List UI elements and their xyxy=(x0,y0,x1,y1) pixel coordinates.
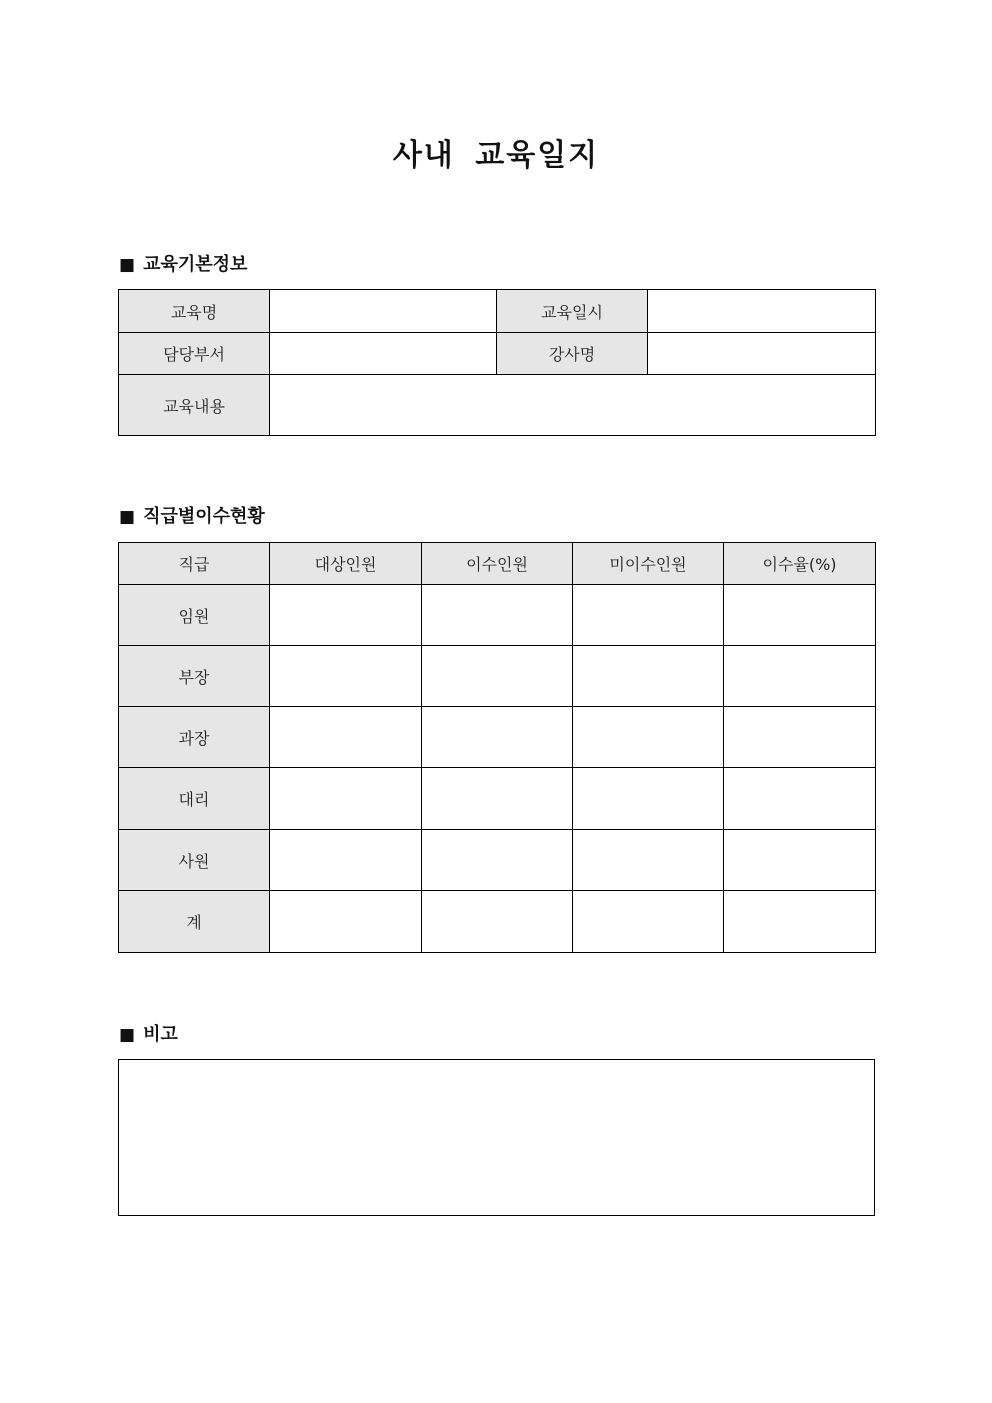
table-row xyxy=(119,707,876,768)
table-row xyxy=(119,375,876,436)
completion-status-table xyxy=(118,542,876,953)
table-row xyxy=(119,891,876,953)
rank-label-total: 계 xyxy=(119,891,270,953)
completion-rate-cell[interactable] xyxy=(724,707,876,768)
completion-rate-cell[interactable] xyxy=(724,585,876,646)
rank-label-executive: 임원 xyxy=(119,585,270,646)
column-header-rank: 직급 xyxy=(119,543,270,585)
document-title: 사내 교육일지 xyxy=(392,138,600,173)
completed-count-cell[interactable] xyxy=(422,830,573,891)
square-bullet-icon: ■ xyxy=(119,507,136,527)
completion-rate-cell[interactable] xyxy=(724,830,876,891)
completion-rate-cell[interactable] xyxy=(724,768,876,830)
target-count-cell[interactable] xyxy=(270,585,422,646)
completion-status-heading-text: 직급별이수현황 xyxy=(143,506,265,527)
remarks-heading xyxy=(119,1023,178,1047)
basic-info-heading-text: 교육기본정보 xyxy=(143,254,248,275)
not-completed-count-cell[interactable] xyxy=(573,707,724,768)
basic-info-heading xyxy=(119,253,247,277)
completion-rate-cell[interactable] xyxy=(724,891,876,953)
course-content-label: 교육내용 xyxy=(119,375,270,436)
not-completed-count-cell[interactable] xyxy=(573,585,724,646)
table-row xyxy=(119,585,876,646)
completion-rate-cell[interactable] xyxy=(724,646,876,707)
remarks-field[interactable] xyxy=(118,1059,875,1216)
department-label: 담당부서 xyxy=(119,333,270,375)
not-completed-count-cell[interactable] xyxy=(573,646,724,707)
completed-count-cell[interactable] xyxy=(422,585,573,646)
table-row xyxy=(119,333,876,375)
instructor-field[interactable] xyxy=(648,333,876,375)
table-header-row xyxy=(119,543,876,585)
rank-label-general-manager: 부장 xyxy=(119,646,270,707)
rank-label-staff: 사원 xyxy=(119,830,270,891)
target-count-cell[interactable] xyxy=(270,646,422,707)
table-row xyxy=(119,290,876,333)
remarks-heading-text: 비고 xyxy=(143,1024,178,1045)
table-row xyxy=(119,646,876,707)
target-count-cell[interactable] xyxy=(270,768,422,830)
table-row xyxy=(119,830,876,891)
course-datetime-field[interactable] xyxy=(648,290,876,333)
completed-count-cell[interactable] xyxy=(422,646,573,707)
column-header-not-completed: 미이수인원 xyxy=(573,543,724,585)
not-completed-count-cell[interactable] xyxy=(573,891,724,953)
not-completed-count-cell[interactable] xyxy=(573,830,724,891)
column-header-target: 대상인원 xyxy=(270,543,422,585)
square-bullet-icon: ■ xyxy=(119,1025,136,1045)
course-content-field[interactable] xyxy=(270,375,876,436)
department-field[interactable] xyxy=(270,333,497,375)
completed-count-cell[interactable] xyxy=(422,707,573,768)
completed-count-cell[interactable] xyxy=(422,768,573,830)
target-count-cell[interactable] xyxy=(270,891,422,953)
column-header-rate: 이수율(%) xyxy=(724,543,876,585)
not-completed-count-cell[interactable] xyxy=(573,768,724,830)
square-bullet-icon: ■ xyxy=(119,255,136,275)
instructor-label: 강사명 xyxy=(497,333,648,375)
course-name-field[interactable] xyxy=(270,290,497,333)
column-header-completed: 이수인원 xyxy=(422,543,573,585)
basic-info-table xyxy=(118,289,876,436)
completion-status-heading xyxy=(119,505,265,529)
table-row xyxy=(119,768,876,830)
course-datetime-label: 교육일시 xyxy=(497,290,648,333)
target-count-cell[interactable] xyxy=(270,707,422,768)
target-count-cell[interactable] xyxy=(270,830,422,891)
course-name-label: 교육명 xyxy=(119,290,270,333)
completed-count-cell[interactable] xyxy=(422,891,573,953)
rank-label-assistant-manager: 대리 xyxy=(119,768,270,830)
rank-label-manager: 과장 xyxy=(119,707,270,768)
